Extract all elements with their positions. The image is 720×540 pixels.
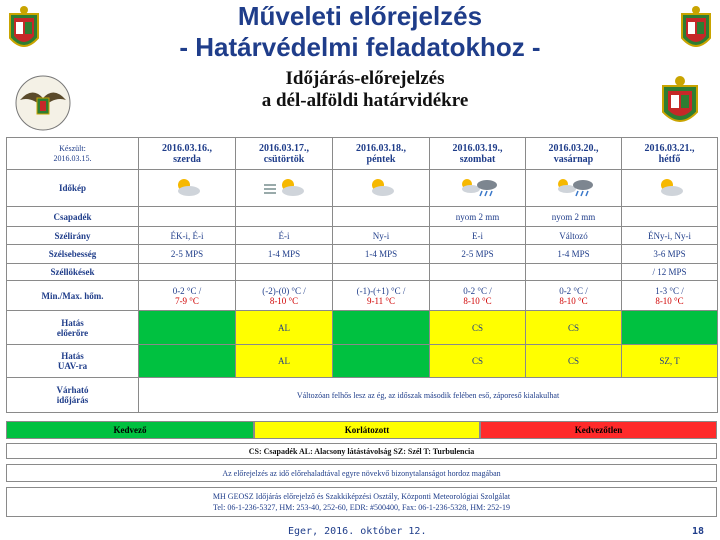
impact-cell bbox=[139, 345, 236, 378]
precip-cell bbox=[333, 207, 430, 227]
row-label-wind-speed: Szélsebesség bbox=[7, 245, 139, 264]
eagle-emblem-icon bbox=[12, 74, 74, 132]
table-row-obs-uav bbox=[7, 345, 718, 378]
impact-cell: CS bbox=[526, 311, 622, 345]
row-label-precip: Csapadék bbox=[7, 207, 139, 227]
table-row-obs-ground bbox=[7, 311, 718, 345]
rain-cloud-icon bbox=[457, 176, 499, 198]
row-label-obs-ground: Hatás előerőre bbox=[7, 311, 139, 345]
precip-cell bbox=[139, 207, 236, 227]
day-header: 2016.03.19., szombat bbox=[430, 138, 526, 170]
partly-cloudy-icon bbox=[654, 176, 686, 198]
legend-unfavorable: Kedvezőtlen bbox=[480, 421, 717, 439]
day-header: 2016.03.20., vasárnap bbox=[526, 138, 622, 170]
wind-dir-cell: Változó bbox=[526, 227, 622, 245]
weather-cell bbox=[333, 170, 430, 207]
wind-speed-cell: 1-4 MPS bbox=[526, 245, 622, 264]
issued-label: Készült: bbox=[59, 143, 86, 153]
coat-of-arms-right-icon bbox=[678, 4, 714, 56]
gust-cell bbox=[139, 264, 236, 281]
wind-speed-cell: 1-4 MPS bbox=[236, 245, 333, 264]
forecast-table bbox=[6, 137, 718, 413]
gust-cell bbox=[430, 264, 526, 281]
wind-speed-cell: 3-6 MPS bbox=[622, 245, 718, 264]
legend-favorable: Kedvező bbox=[6, 421, 254, 439]
impact-cell: SZ, T bbox=[622, 345, 718, 378]
day-header: 2016.03.17., csütörtök bbox=[236, 138, 333, 170]
row-label-wind-dir: Szélirány bbox=[7, 227, 139, 245]
table-row-precip bbox=[7, 207, 718, 227]
fog-partly-cloudy-icon bbox=[263, 176, 305, 198]
temp-cell: 0-2 °C / 8-10 °C bbox=[526, 281, 622, 311]
forecast-heading-line-2: a dél-alföldi határvidékre bbox=[261, 90, 469, 111]
gust-cell bbox=[333, 264, 430, 281]
wind-speed-cell: 1-4 MPS bbox=[333, 245, 430, 264]
contact-line-1: MH GEOSZ Időjárás előrejelző és Szakkiképzési Osztály, Központi Meteorológiai Szolgálat bbox=[212, 492, 511, 501]
temp-cell: (-2)-(0) °C / 8-10 °C bbox=[236, 281, 333, 311]
gust-cell bbox=[236, 264, 333, 281]
page-number: 18 bbox=[692, 526, 705, 537]
gust-cell bbox=[526, 264, 622, 281]
military-crest-icon bbox=[657, 74, 703, 132]
weather-cell bbox=[236, 170, 333, 207]
wind-dir-cell: E-i bbox=[430, 227, 526, 245]
issued-cell bbox=[7, 138, 139, 170]
wind-dir-cell: É-i bbox=[236, 227, 333, 245]
title-line-2: - Határvédelmi feladatokhoz - bbox=[179, 32, 541, 62]
abbreviations-note: CS: Csapadék AL: Alacsony látástávolság SZ: Szél T: Turbulencia bbox=[6, 443, 717, 459]
impact-cell: CS bbox=[430, 311, 526, 345]
temp-cell: (-1)-(+1) °C / 9-11 °C bbox=[333, 281, 430, 311]
weather-cell bbox=[430, 170, 526, 207]
weather-cell bbox=[139, 170, 236, 207]
impact-cell: CS bbox=[526, 345, 622, 378]
impact-legend bbox=[6, 421, 717, 439]
table-row-wind-dir bbox=[7, 227, 718, 245]
weather-cell bbox=[526, 170, 622, 207]
day-header: 2016.03.21., hétfő bbox=[622, 138, 718, 170]
wind-speed-cell: 2-5 MPS bbox=[430, 245, 526, 264]
slide-footer bbox=[0, 524, 720, 540]
temp-cell: 1-3 °C / 8-10 °C bbox=[622, 281, 718, 311]
contact-line-2: Tel: 06-1-236-5327, HM: 253-40, 252-60, EDR: #500400, Fax: 06-1-236-5328, HM: 252-19 bbox=[213, 503, 510, 512]
precip-cell: nyom 2 mm bbox=[430, 207, 526, 227]
temp-cell: 0-2 °C / 7-9 °C bbox=[139, 281, 236, 311]
gust-cell: / 12 MPS bbox=[622, 264, 718, 281]
impact-cell: AL bbox=[236, 345, 333, 378]
table-row-weather bbox=[7, 170, 718, 207]
forecast-heading bbox=[200, 68, 530, 112]
forecast-heading-line-1: Időjárás-előrejelzés bbox=[285, 68, 445, 89]
impact-cell bbox=[333, 311, 430, 345]
partly-cloudy-icon bbox=[171, 176, 203, 198]
weather-cell bbox=[622, 170, 718, 207]
table-row-gust bbox=[7, 264, 718, 281]
disclaimer-note: Az előrejelzés az idő előrehaladtával egyre növekvő bizonytalanságot hordoz magában bbox=[6, 464, 717, 482]
row-label-obs-uav: Hatás UAV-ra bbox=[7, 345, 139, 378]
footer-location-date: Eger, 2016. október 12. bbox=[288, 526, 427, 537]
table-row-expected bbox=[7, 378, 718, 413]
impact-cell: AL bbox=[236, 311, 333, 345]
wind-dir-cell: Ny-i bbox=[333, 227, 430, 245]
contact-note bbox=[6, 487, 717, 517]
impact-cell bbox=[333, 345, 430, 378]
wind-dir-cell: ÉK-i, É-i bbox=[139, 227, 236, 245]
wind-speed-cell: 2-5 MPS bbox=[139, 245, 236, 264]
slide-title bbox=[0, 0, 720, 62]
precip-cell: nyom 2 mm bbox=[526, 207, 622, 227]
impact-cell bbox=[622, 311, 718, 345]
legend-limited: Korlátozott bbox=[254, 421, 480, 439]
wind-dir-cell: ÉNy-i, Ny-i bbox=[622, 227, 718, 245]
expected-weather-text: Változóan felhős lesz az ég, az időszak második felében eső, záporeső kialakulhat bbox=[139, 378, 718, 413]
table-row-dates bbox=[7, 138, 718, 170]
title-line-1: Műveleti előrejelzés bbox=[237, 1, 483, 31]
table-row-temp bbox=[7, 281, 718, 311]
coat-of-arms-left-icon bbox=[6, 4, 42, 56]
row-label-temp: Min./Max. hőm. bbox=[7, 281, 139, 311]
impact-cell: CS bbox=[430, 345, 526, 378]
row-label-weather: Időkép bbox=[7, 170, 139, 207]
impact-cell bbox=[139, 311, 236, 345]
row-label-expected: Várható időjárás bbox=[7, 378, 139, 413]
partly-cloudy-icon bbox=[365, 176, 397, 198]
precip-cell bbox=[622, 207, 718, 227]
table-row-wind-speed bbox=[7, 245, 718, 264]
day-header: 2016.03.18., péntek bbox=[333, 138, 430, 170]
day-header: 2016.03.16., szerda bbox=[139, 138, 236, 170]
rain-cloud-icon bbox=[553, 176, 595, 198]
row-label-gust: Széllökések bbox=[7, 264, 139, 281]
issued-date: 2016.03.15. bbox=[53, 153, 92, 163]
temp-cell: 0-2 °C / 8-10 °C bbox=[430, 281, 526, 311]
precip-cell bbox=[236, 207, 333, 227]
